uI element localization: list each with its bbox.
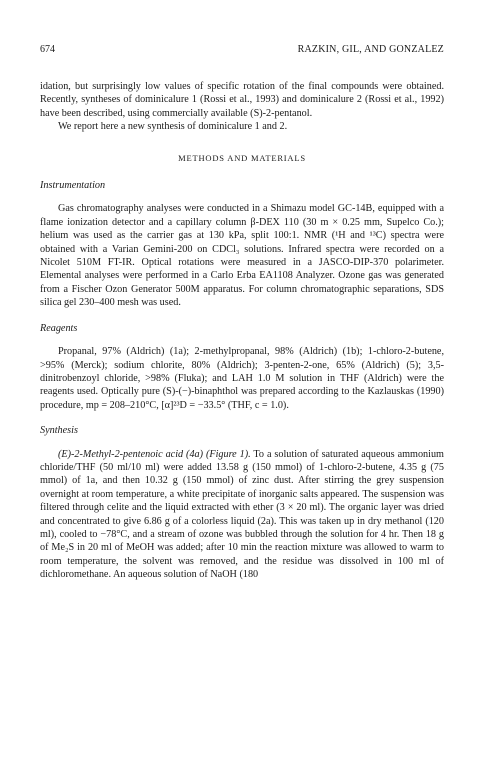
instrumentation-heading: Instrumentation [40,180,106,192]
synthesis-paragraph [40,448,444,582]
intro-paragraph-2: We report here a new synthesis of dominicalure 1 and 2. [58,121,288,133]
synthesis-text: To a solution of saturated aqueous ammonium chloride/THF (50 ml/10 ml) were added 13.58 g (150 mmol) of 1-chloro-2-butene, 4.35 g (75 mmol) of 1a, and then 10.32 g (150 mmol) of zinc dust. After stirring the grey suspension overnight at room temperature, a white precipitate of inorganic salts appeared. The suspension was filtered through celite and the liquid extracted with ether (3 × 20 ml). The organic layer was dried and concentrated to give 6.86 g of a colorless liquid (2a). This was taken up in dry methanol (120 ml), cooled to −78°C, and a stream of ozone was bubbled through the solution for 4 hr. Then 18 g of Me₂S in 20 ml of MeOH was added; after 10 min the reaction mixture was allowed to warm to room temperature, the solvent was removed, and the residue was dissolved in 100 ml of dichloromethane. An aqueous solution of NaOH (180 [40,448,444,581]
methods-section-heading: METHODS AND MATERIALS [178,152,306,163]
running-header [40,44,444,58]
reagents-paragraph: Propanal, 97% (Aldrich) (1a); 2-methylpropanal, 98% (Aldrich) (1b); 1-chloro-2-butene, >95% (Merck); sodium chlorite, 80% (Aldrich); 3-penten-2-one, 65% (Aldrich) (5); 3,5-dinitrobenzoyl chloride, >98% (Fluka); and LAH 1.0 M solution in THF (Aldrich) were the reagents used. Optically pure (S)-(−)-binaphthol was prepared according to the Kazlauskas (1990) procedure, mp = 208–210°C, [α]²³D = −33.5° (THF, c = 1.0). [40,346,444,411]
synthesis-lead-title: (E)-2-Methyl-2-pentenoic acid (4a) (Figure 1). [58,448,251,460]
intro-paragraph: idation, but surprisingly low values of specific rotation of the final compounds were obtained. Recently, syntheses of dominicalure 1 (Rossi et al., 1993) and dominicalure 2 (Rossi et al., 1992) have been described, using commercially available (S)-2-pentanol. [40,81,444,119]
page-number: 674 [40,44,55,55]
article-body [40,80,444,582]
instrumentation-paragraph: Gas chromatography analyses were conducted in a Shimazu model GC-14B, equipped with a flame ionization detector and a capillary column β-DEX 110 (30 m × 0.25 mm, Supelco Co.); helium was used as the carrier gas at 130 kPa, split 100:1. NMR (¹H and ¹³C) spectra were obtained with a Varian Gemini-200 on CDCl₃ solutions. Infrared spectra were recorded on a Nicolet 510M FT-IR. Optical rotations were measured in a JASCO-DIP-370 polarimeter. Elemental analyses were performed in a Carlo Erba EA1108 Analyzer. Ozone gas was generated from a Fischer Ozon Generator 500M apparatus. For column chromatographic separations, SDS silica gel 230–400 mesh was used. [40,203,444,309]
reagents-heading: Reagents [40,322,78,334]
synthesis-heading: Synthesis [40,425,78,437]
running-head: RAZKIN, GIL, AND GONZALEZ [297,44,444,55]
